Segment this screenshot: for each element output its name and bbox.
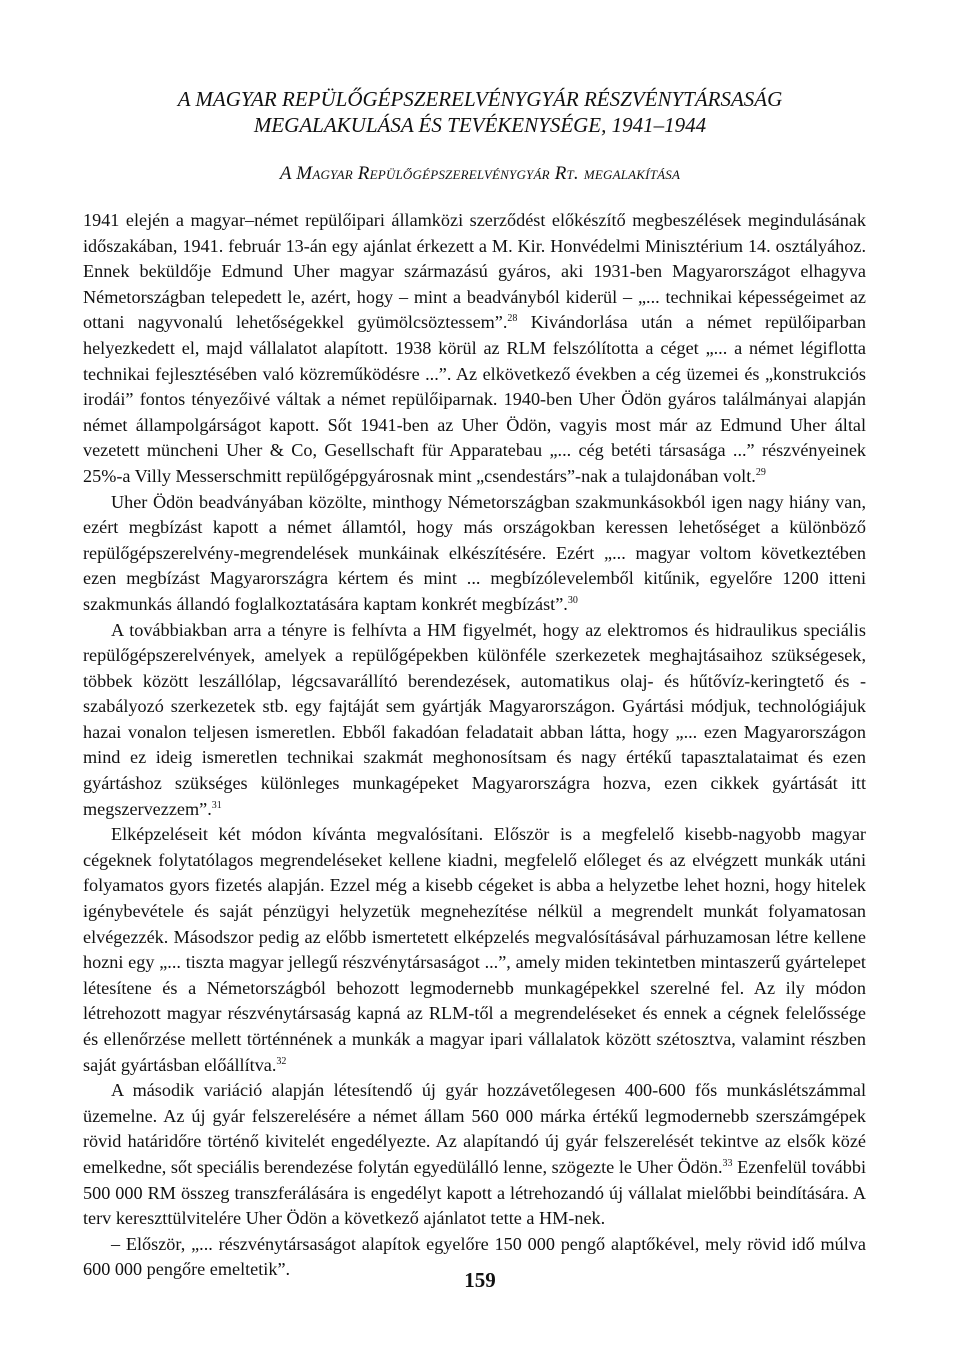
footnote-ref: 30 xyxy=(567,594,578,606)
paragraph xyxy=(83,822,866,1078)
section-heading xyxy=(80,163,880,185)
paragraph-text: 1941 elején a magyar–német repülőipari államközi szerződést előkészítő megbeszélések megindulásának időszakában, 1941. február 13-án egy ajánlat érkezett a M. Kir. Honvédelmi Minisztérium 14. osztályához. Ennek beküldője Edmund Uher magyar származású gyáros, aki 1931-ben Magyarországot elhagyva Németországban telepedett le, azért, hogy – mint a beadványból kiderül – „... technikai képességeimet az ottani nagyvonalú lehetőségekkel gyümölcsöztessem”. xyxy=(83,210,866,333)
footnote-ref: 33 xyxy=(722,1157,733,1169)
paragraph-text: Uher Ödön beadványában közölte, minthogy Németországban szakmunkásokból igen nagy hiány van, ezért megbízást kapott a német államtól, hogy más országokban keressen lehetőséget a különböző repülőgépszerelvény-megrendelések munkáinak elkészítésére. Ezért „... magyar voltom következtében ezen megbízást Magyarországra kértem és mint ... megbízólevelemből kitűnik, egyelőre 1200 itteni szakmunkás állandó foglalkoztatására kaptam konkrét megbízást”. xyxy=(83,491,866,614)
footnote-ref: 31 xyxy=(211,799,222,811)
body-text xyxy=(83,208,866,1283)
section-heading-text: A Magyar Repülőgépszerelvénygyár Rt. megalakítása xyxy=(279,163,681,184)
article-title xyxy=(80,86,880,138)
paragraph-text: – Először, „... részvénytársaságot alapítok egyelőre 150 000 pengő alaptőkével, mely rövid idő múlva 600 000 pengőre emeltetik”. xyxy=(83,1233,866,1280)
paragraph xyxy=(83,208,866,490)
footnote-ref: 28 xyxy=(507,313,518,325)
paragraph-text: Kivándorlása után a német repülőiparban helyezkedett el, majd vállalatot alapított. 1938 körül az RLM felszólította a céget „... a német légiflotta technikai fejlesztésében való közreműködésre ...”. Az elkövetkező években a cég üzemei és „konstrukciós irodái” fontos tényezőivé váltak a német repülőiparnak. 1940-ben Uher Ödön gyáros találmányai alapján német állampolgárságot kapott. Sőt 1941-ben az Uher Ödön, vagyis most már az Edmund Uher által vezetett müncheni Uher & Co, Gesellschaft für Apparatebau „... cég betéti társasága ...” részvényeinek 25%-a Villy Messerschmitt repülőgépgyárosnak mint „csendestárs”-nak a tulajdonában volt. xyxy=(83,312,866,486)
paragraph-text: A második variáció alapján létesítendő új gyár hozzávetőlegesen 400-600 fős munkáslétszámmal üzemelne. Az új gyár felszerelésére a német állam 560 000 márka értékű legmodernebb szerszámgépek rövid határidőre történő kivitelét engedélyezte. Az alapítandó új gyár felszerelését tekintve az elsők közé emelkedne, sőt speciális berendezése folytán egyedülálló lenne, szögezte le Uher Ödön. xyxy=(83,1080,866,1177)
paragraph-text: A továbbiakban arra a tényre is felhívta a HM figyelmét, hogy az elektromos és hidraulikus speciális repülőgépszerelvények, amelyek a repülőgépekben különféle szerkezetek meghajtásaihoz szükségesek, többek között leszállólap, légcsavarállító berendezések, automatikus olaj- és hűtővíz-keringtető és -szabályozó szerkezetek stb. egy fajtáját sem gyártják Magyarországon. Gyártási módjuk, technológiájuk hazai vonalon teljesen ismeretlen. Ebből fakadóan feladatait abban látta, hogy „... ezen Magyarországon mind ez ideig ismeretlen technikai szakmát meghonosítsam és nagy értékű tapasztalataimat és ezen gyártáshoz szükséges különleges munkagépeket Magyarországra hozva, ezen cikkek gyártását itt megszervezzem”. xyxy=(83,619,866,819)
paragraph-text: Elképzeléseit két módon kívánta megvalósítani. Először is a megfelelő kisebb-nagyobb magyar cégeknek folytatólagos megrendeléseket kellene kiadni, megfelelő előleget és az elvégzett munkák utáni folyamatos gyors fizetés alapján. Ezzel még a kisebb cégeket is abba a helyzetbe lehet hozni, hogy hitelek igénybevétele és saját pénzügyi helyzetük megnehezítése nélkül a megrendelt munkát folyamatosan elvégezzék. Másodszor pedig az előbb ismertetett elképzelés megvalósításával párhuzamosan létre kellene hozni egy „... tiszta magyar jellegű részvénytársaságot ...”, amely miden tekintetben mintaszerű gyártelepet létesítene és a Németországból behozott legmodernebb munkagépekkel szerelné fel. Az ily módon létrehozott magyar részvénytársaság kapná az RLM-től a megrendeléseket és ennek a cégnek felelőssége és ellenőrzése mellett történnének a munkák a magyar ipari vállalatok között szétosztva, valamint részben saját gyártásban előállítva. xyxy=(83,824,866,1075)
page-number: 159 xyxy=(464,1268,496,1292)
paragraph xyxy=(83,618,866,823)
paragraph-text: Ezenfelül további 500 000 RM összeg transzferálására is engedélyt kapott a létrehozandó új vállalat mielőbbi beindítására. A terv kereszttülvitelére Uher Ödön a következő ajánlatot tette a HM-nek. xyxy=(83,1156,866,1229)
footnote-ref: 32 xyxy=(276,1055,287,1067)
article-title-line-2: MEGALAKULÁSA ÉS TEVÉKENYSÉGE, 1941–1944 xyxy=(253,113,707,137)
article-title-line-1: A MAGYAR REPÜLŐGÉPSZERELVÉNYGYÁR RÉSZVÉNYTÁRSASÁG xyxy=(177,87,783,111)
paragraph xyxy=(83,490,866,618)
paragraph xyxy=(83,1078,866,1232)
footnote-ref: 29 xyxy=(755,466,766,478)
